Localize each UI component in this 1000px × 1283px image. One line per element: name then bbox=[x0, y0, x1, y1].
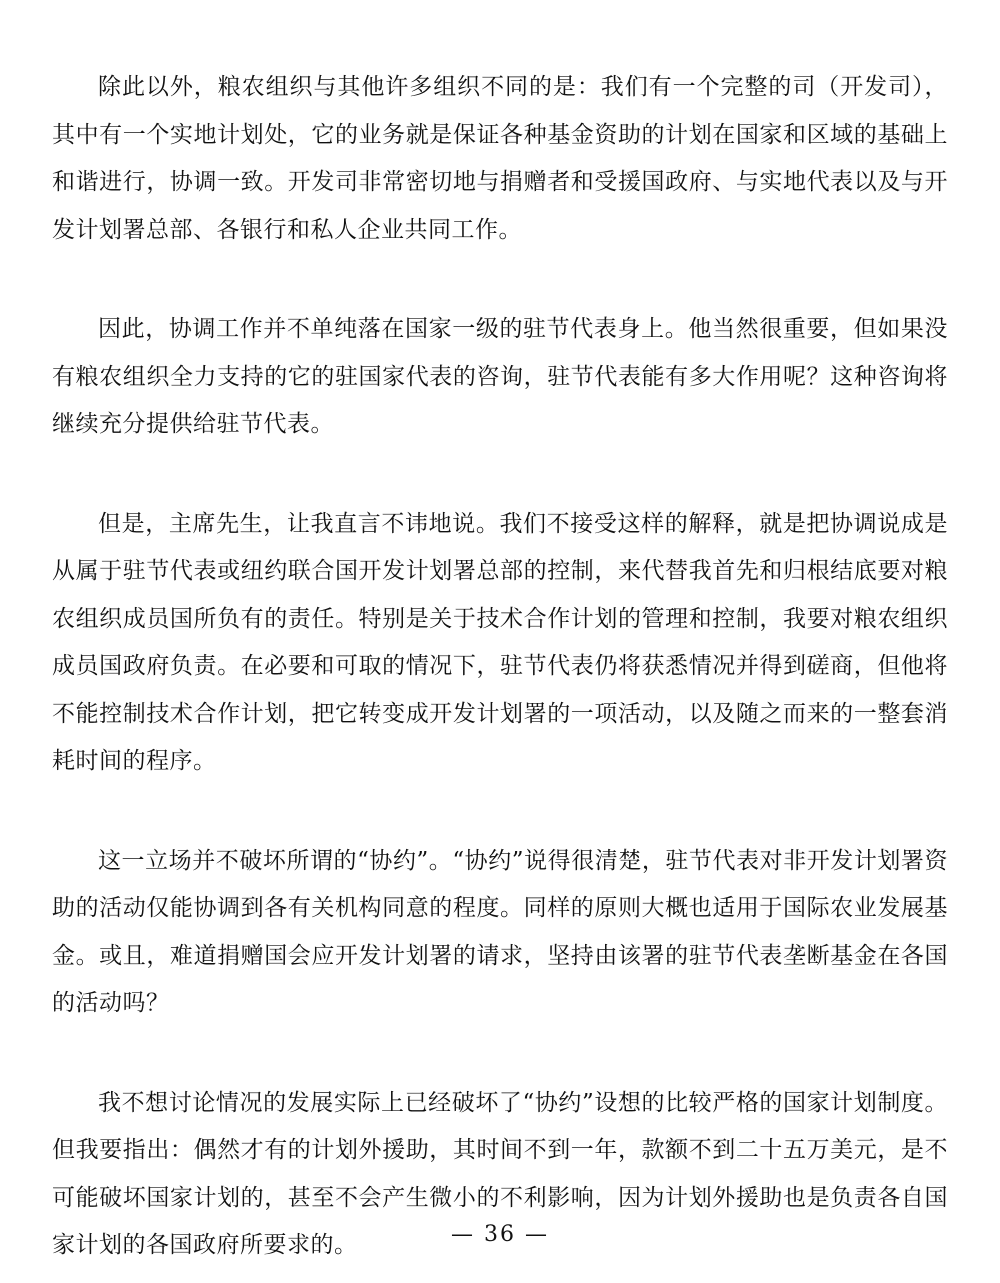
paragraph-2: 因此，协调工作并不单纯落在国家一级的驻节代表身上。他当然很重要，但如果没有粮农组织全力支持的它的驻国家代表的咨询，驻节代表能有多大作用呢？这种咨询将继续充分提供给驻节代表。 bbox=[52, 316, 948, 437]
paragraph-4: 这一立场并不破坏所谓的“协约”。“协约”说得很清楚，驻节代表对非开发计划署资助的活动仅能协调到各有关机构同意的程度。同样的原则大概也适用于国际农业发展基金。或且，难道捐赠国会应开发计划署的请求，坚持由该署的驻节代表垄断基金在各国的活动吗？ bbox=[52, 847, 948, 1016]
paragraph-1: 除此以外，粮农组织与其他许多组织不同的是：我们有一个完整的司（开发司），其中有一个实地计划处，它的业务就是保证各种基金资助的计划在国家和区域的基础上和谐进行，协调一致。开发司非常密切地与捐赠者和受援国政府、与实地代表以及与开发计划署总部、各银行和私人企业共同工作。 bbox=[52, 74, 948, 243]
paragraph-3: 但是，主席先生，让我直言不讳地说。我们不接受这样的解释，就是把协调说成是从属于驻节代表或纽约联合国开发计划署总部的控制，来代替我首先和归根结底要对粮农组织成员国所负有的责任。特别是关于技术合作计划的管理和控制，我要对粮农组织成员国政府负责。在必要和可取的情况下，驻节代表仍将获悉情况并得到磋商，但他将不能控制技术合作计划，把它转变成开发计划署的一项活动，以及随之而来的一整套消耗时间的程序。 bbox=[52, 510, 948, 774]
page-number: — 36 — bbox=[451, 1222, 549, 1247]
paragraph-5: 我不想讨论情况的发展实际上已经破坏了“协约”设想的比较严格的国家计划制度。但我要指出：偶然才有的计划外援助，其时间不到一年，款额不到二十五万美元，是不可能破坏国家计划的，甚至不会产生微小的不利影响，因为计划外援助也是负责各自国家计划的各国政府所要求的。 bbox=[52, 1089, 948, 1258]
